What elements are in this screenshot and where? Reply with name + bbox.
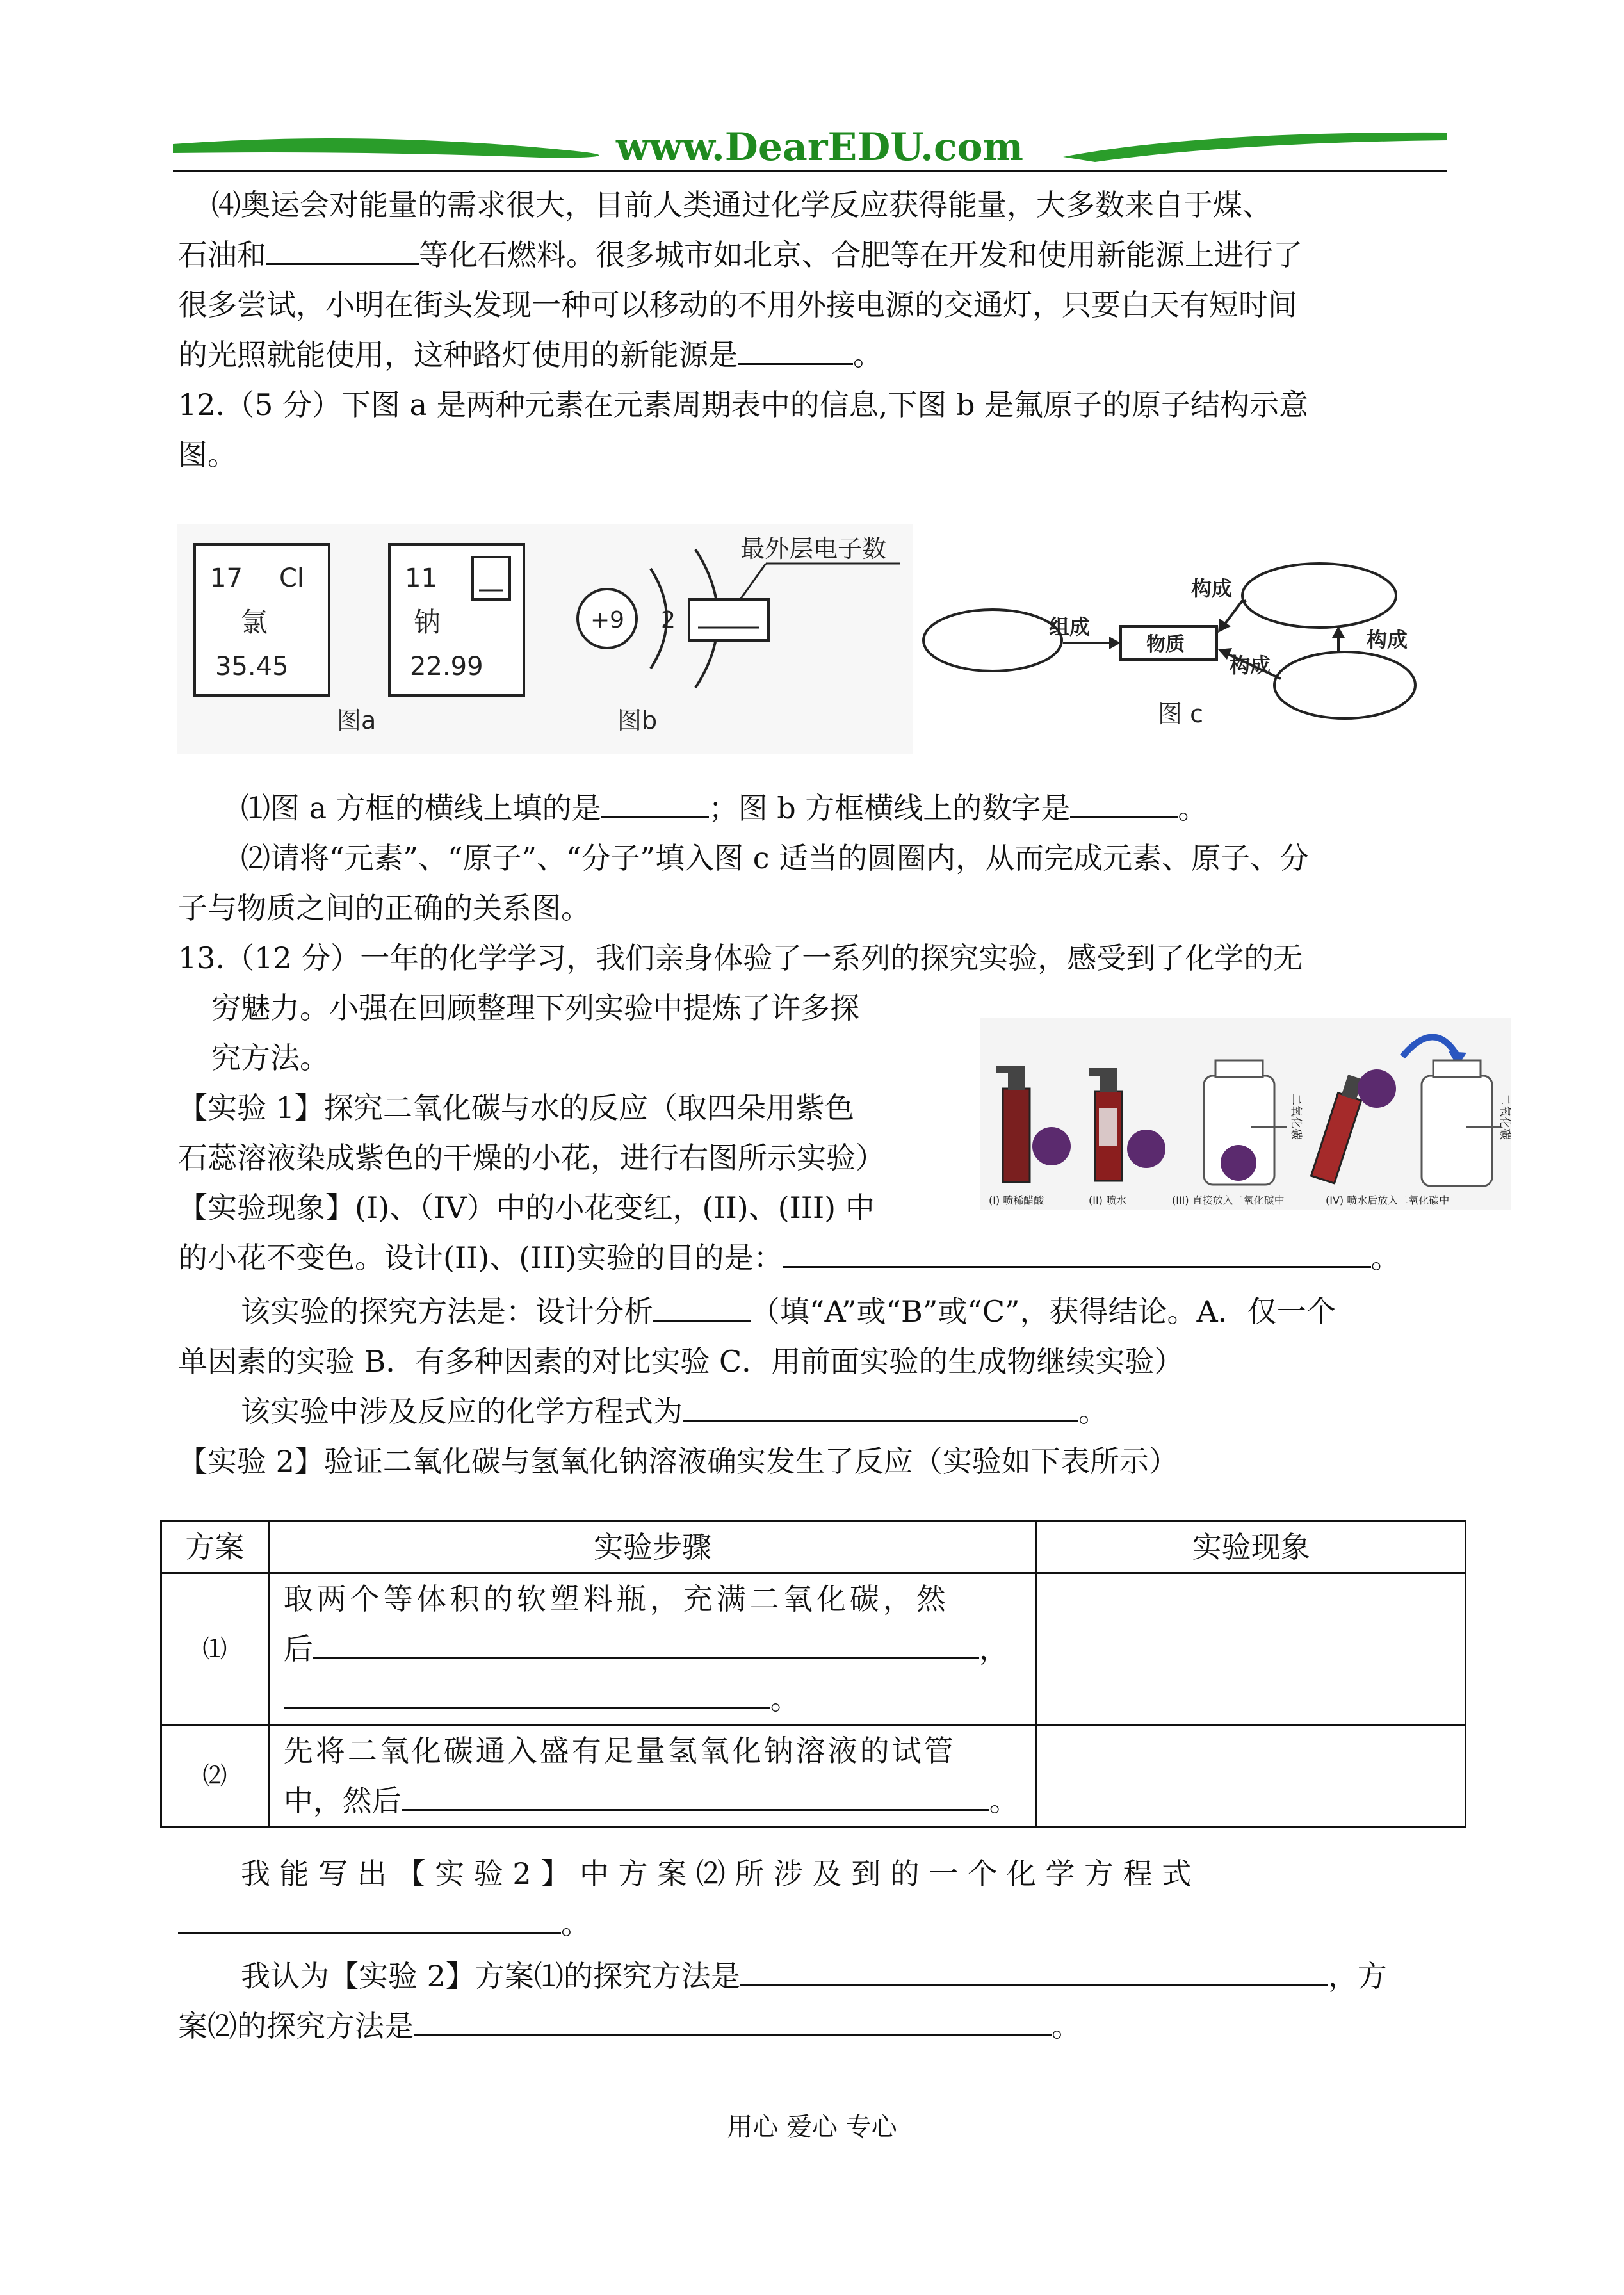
flower-4 bbox=[1358, 1069, 1396, 1108]
cl-name: 氯 bbox=[241, 606, 268, 638]
q11-line1: ⑷奥运会对能量的需求很大，目前人类通过化学反应获得能量，大多数来自于煤、 bbox=[211, 188, 1272, 222]
answer-blank[interactable] bbox=[414, 2009, 1052, 2036]
answer-blank[interactable] bbox=[783, 1240, 1371, 1268]
make-label-2: 构成 bbox=[1230, 653, 1271, 677]
cl-number: 17 bbox=[210, 564, 243, 593]
answer-blank[interactable] bbox=[653, 1294, 751, 1322]
caption-1: (I) 喷稀醋酸 bbox=[989, 1194, 1044, 1206]
circle-bottom-right[interactable] bbox=[1274, 652, 1415, 718]
na-mass: 22.99 bbox=[410, 652, 483, 681]
answer-blank[interactable] bbox=[683, 1394, 1078, 1422]
flower-experiment-figure bbox=[980, 1018, 1511, 1223]
method-plan2: 案⑵的探究方法是 。 bbox=[178, 2009, 1081, 2043]
write-equation-line: 我 能 写 出 【 实 验 2 】 中 方 案 ⑵ 所 涉 及 到 的 一 个 化 学 方 程 式 bbox=[241, 1856, 1192, 1891]
answer-blank[interactable] bbox=[284, 1682, 770, 1709]
jar3-label: 二氧化碳 bbox=[1289, 1094, 1303, 1140]
answer-blank[interactable] bbox=[402, 1783, 989, 1811]
site-name: www.DearEDU.com bbox=[615, 125, 1023, 170]
answer-blank[interactable] bbox=[266, 238, 419, 265]
symbol-blank-box bbox=[473, 557, 510, 599]
cl-symbol: Cl bbox=[279, 564, 305, 593]
q12-line2: 图。 bbox=[178, 437, 237, 472]
table-row bbox=[161, 1573, 1466, 1725]
method-line1: 该实验的探究方法是：设计分析 （填“A”或“B”或“C”，获得结论。A．仅一个 bbox=[241, 1294, 1336, 1329]
nucleus-charge: +9 bbox=[590, 607, 625, 633]
electron-blank-box bbox=[689, 599, 768, 640]
header-steps: 实验步骤 bbox=[268, 1521, 1037, 1573]
jar4-label: 二氧化碳 bbox=[1498, 1094, 1511, 1140]
exp1-line2: 石蕊溶液染成紫色的干燥的小花，进行右图所示实验） bbox=[178, 1140, 885, 1175]
header-banner bbox=[173, 125, 1454, 182]
q13-line3: 究方法。 bbox=[211, 1041, 329, 1075]
answer-blank[interactable] bbox=[313, 1632, 979, 1659]
jar-4 bbox=[1422, 1060, 1500, 1186]
q12-sub2a: ⑵请将“元素”、“原子”、“分子”填入图 c 适当的圆圈内，从而完成元素、原子、分 bbox=[241, 841, 1310, 875]
figure-c-label: 图 c bbox=[1158, 700, 1203, 728]
caption-4: (IV) 喷水后放入二氧化碳中 bbox=[1326, 1194, 1450, 1206]
answer-blank[interactable] bbox=[1070, 791, 1178, 818]
q13-line2: 穷魅力。小强在回顾整理下列实验中提炼了许多探 bbox=[211, 991, 859, 1025]
cl-mass: 35.45 bbox=[215, 652, 289, 681]
q12-sub1: ⑴图 a 方框的横线上填的是 ；图 b 方框横线上的数字是 。 bbox=[241, 791, 1208, 825]
figure-c bbox=[922, 551, 1434, 756]
make-label-3: 构成 bbox=[1367, 628, 1408, 652]
caption-3: (III) 直接放入二氧化碳中 bbox=[1172, 1194, 1285, 1206]
row2-phenomena[interactable] bbox=[1037, 1725, 1466, 1827]
callout-outer-electrons: 最外层电子数 bbox=[740, 535, 887, 563]
footer: 用心 爱心 专心 bbox=[727, 2113, 897, 2142]
row1-phenomena[interactable] bbox=[1037, 1573, 1466, 1725]
na-number: 11 bbox=[405, 564, 437, 593]
answer-blank[interactable] bbox=[740, 1959, 1328, 1986]
equation-line: 该实验中涉及反应的化学方程式为 。 bbox=[241, 1394, 1108, 1429]
header-plan: 方案 bbox=[161, 1521, 269, 1573]
circle-left[interactable] bbox=[923, 610, 1062, 671]
figure-a-label: 图a bbox=[337, 706, 377, 734]
obs-line2: 的小花不变色。设计(II)、(III)实验的目的是： 。 bbox=[178, 1240, 1401, 1275]
header-phenomena: 实验现象 bbox=[1037, 1521, 1466, 1573]
answer-blank[interactable] bbox=[178, 1906, 561, 1934]
exp1-line1: 【实验 1】探究二氧化碳与水的反应（取四朵用紫色 bbox=[178, 1091, 854, 1125]
flower-2 bbox=[1127, 1130, 1165, 1168]
q13-line1: 13.（12 分）一年的化学学习，我们亲身体验了一系列的探究实验，感受到了化学的无 bbox=[178, 941, 1303, 975]
make-label-1: 构成 bbox=[1191, 576, 1233, 601]
figure-ab bbox=[177, 524, 913, 767]
caption-2: (II) 喷水 bbox=[1089, 1194, 1127, 1206]
row1-steps: 取两个等体积的软塑料瓶，充满二氧化碳，然 后 ， 。 bbox=[268, 1573, 1037, 1725]
row2-steps: 先将二氧化碳通入盛有足量氢氧化钠溶液的试管 中，然后 。 bbox=[268, 1725, 1037, 1827]
method-plan1: 我认为【实验 2】方案⑴的探究方法是 ，方 bbox=[241, 1959, 1387, 1993]
q12-sub2b: 子与物质之间的正确的关系图。 bbox=[178, 891, 590, 925]
answer-blank[interactable] bbox=[601, 791, 709, 818]
table-row bbox=[161, 1725, 1466, 1827]
write-equation-blank: 。 bbox=[178, 1904, 590, 1943]
q12-line1: 12.（5 分）下图 a 是两种元素在元素周期表中的信息,下图 b 是氟原子的原子结构示意 bbox=[178, 387, 1309, 422]
na-name: 钠 bbox=[414, 606, 441, 638]
compose-label: 组成 bbox=[1049, 615, 1091, 639]
table-header-row bbox=[161, 1521, 1466, 1573]
q11-line2: 石油和 等化石燃料。很多城市如北京、合肥等在开发和使用新能源上进行了 bbox=[178, 238, 1303, 272]
q11-line4: 的光照就能使用，这种路灯使用的新能源是 。 bbox=[178, 337, 882, 372]
shell1-electrons: 2 bbox=[661, 607, 676, 633]
obs-line1: 【实验现象】(I)、（IV）中的小花变红，(II)、(III) 中 bbox=[178, 1190, 875, 1225]
row1-number: ⑴ bbox=[161, 1573, 269, 1725]
method-line2: 单因素的实验 B．有多种因素的对比实验 C．用前面实验的生成物继续实验） bbox=[178, 1344, 1184, 1379]
answer-blank[interactable] bbox=[738, 337, 853, 365]
substance-label: 物质 bbox=[1146, 633, 1185, 656]
row2-number: ⑵ bbox=[161, 1725, 269, 1827]
exp2-title: 【实验 2】验证二氧化碳与氢氧化钠溶液确实发生了反应（实验如下表所示） bbox=[178, 1444, 1178, 1479]
circle-top-right[interactable] bbox=[1242, 564, 1396, 628]
experiment-table bbox=[160, 1520, 1466, 1828]
q11-line3: 很多尝试，小明在街头发现一种可以移动的不用外接电源的交通灯，只要白天有短时间 bbox=[178, 288, 1297, 322]
flower-1 bbox=[1032, 1127, 1071, 1165]
figure-b-label: 图b bbox=[617, 706, 658, 734]
